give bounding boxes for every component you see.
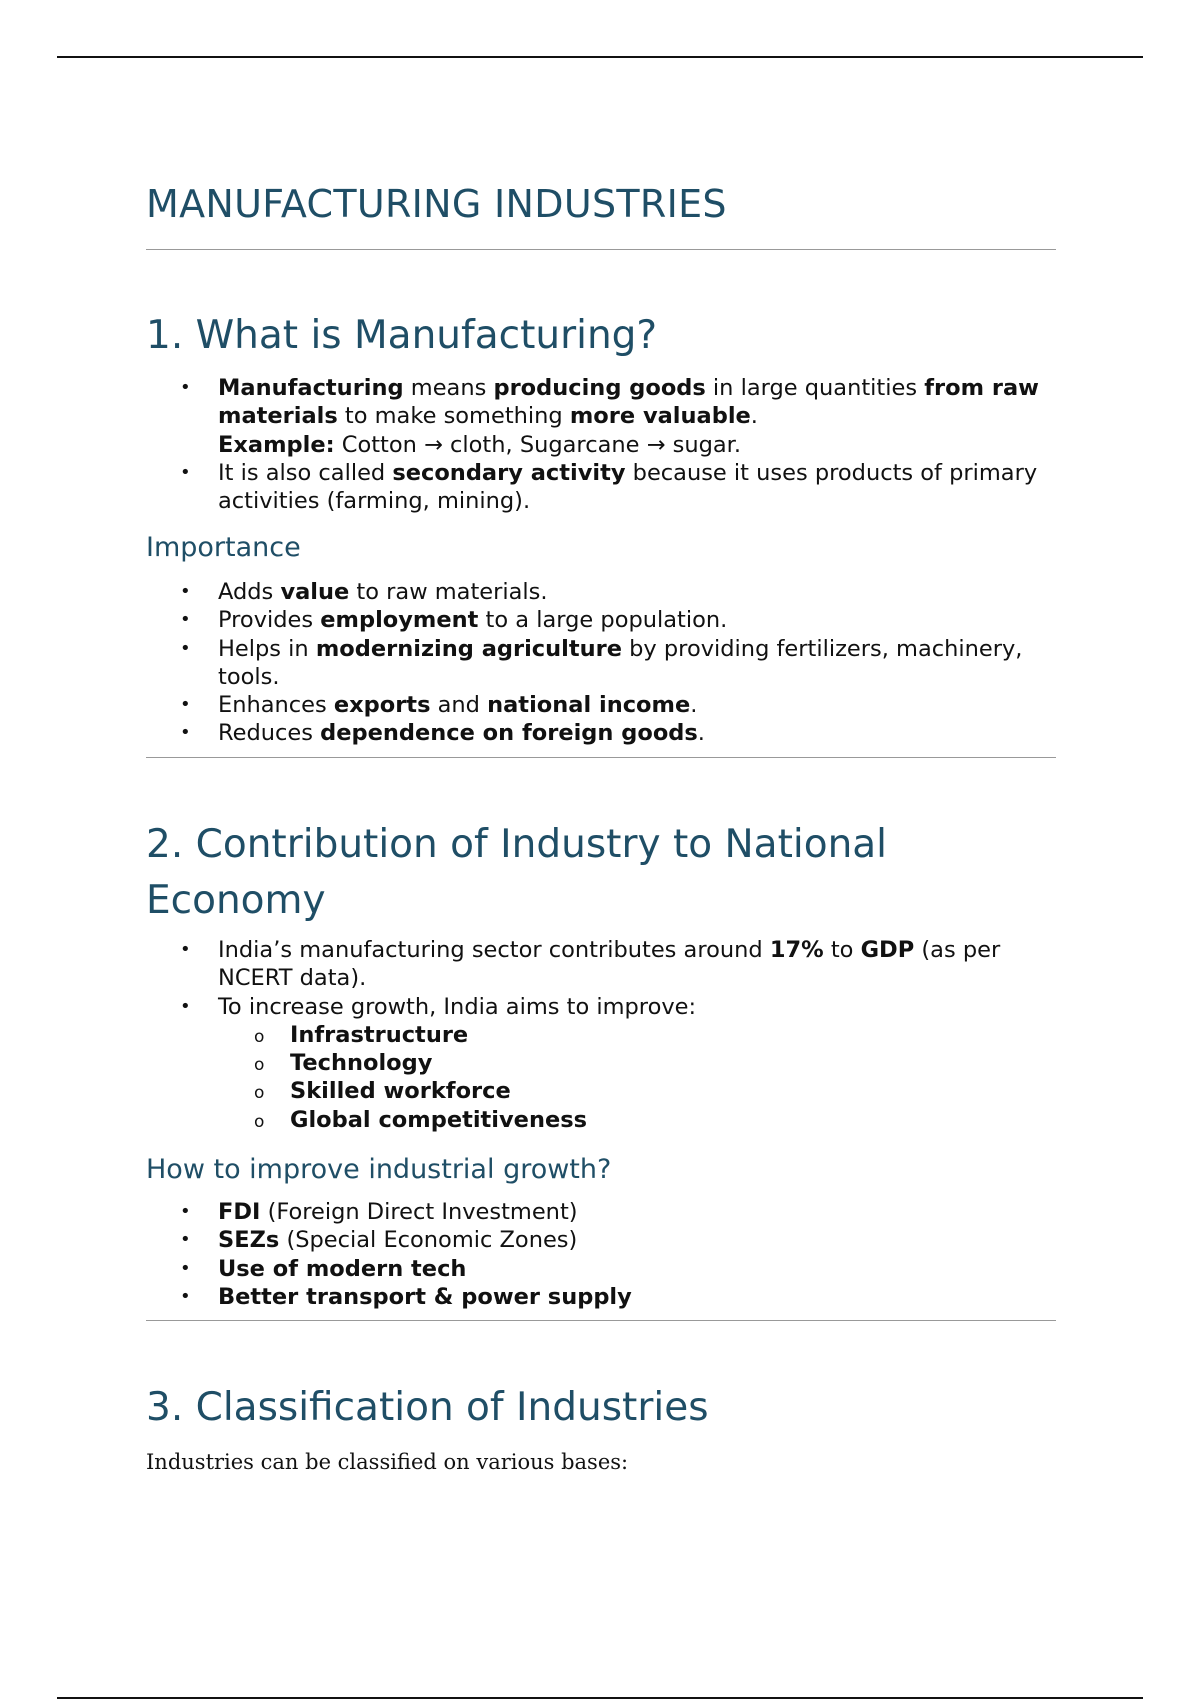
sub-list-item: [146, 1021, 1056, 1049]
term: producing goods: [493, 375, 706, 401]
list-item: [146, 1198, 1056, 1226]
term: Global competitiveness: [290, 1106, 588, 1133]
example-label: Example:: [218, 431, 335, 458]
text: It is also called: [218, 459, 393, 486]
text: means: [403, 375, 494, 401]
improve-heading: How to improve industrial growth?: [146, 1154, 612, 1185]
list-item: [146, 1255, 1056, 1283]
term: Better transport & power supply: [218, 1283, 632, 1310]
text: (Foreign Direct Investment): [260, 1199, 578, 1225]
importance-heading: Importance: [146, 532, 301, 563]
section-1-heading: 1. What is Manufacturing?: [146, 313, 658, 358]
term: national income: [487, 692, 691, 719]
document-title: MANUFACTURING INDUSTRIES: [146, 182, 727, 226]
text: and: [430, 692, 488, 719]
list-item: [146, 606, 1056, 634]
term: Manufacturing: [218, 375, 404, 401]
text: Helps in: [218, 635, 316, 662]
term: Technology: [290, 1050, 433, 1077]
text: to a large population.: [478, 607, 728, 634]
text: (Special Economic Zones): [279, 1227, 578, 1254]
text: to raw materials.: [349, 579, 548, 605]
text: Enhances: [218, 692, 334, 719]
text: to make something: [337, 403, 570, 430]
term: value: [280, 579, 350, 605]
text: by providing fertilizers, machinery, tools.: [218, 635, 1023, 690]
page-top-rule: [57, 56, 1143, 58]
list-item: [146, 459, 1056, 516]
term: modernizing agriculture: [315, 635, 622, 662]
importance-list: [146, 578, 1056, 748]
term: SEZs: [218, 1227, 280, 1254]
section-divider: [146, 1320, 1056, 1321]
list-item: [146, 578, 1056, 606]
term: from raw materials: [218, 375, 1039, 430]
term: employment: [320, 607, 479, 634]
text: to: [823, 937, 861, 963]
text: Provides: [218, 607, 321, 634]
text: .: [690, 692, 698, 719]
text: Reduces: [218, 720, 321, 747]
sub-list-item: [146, 1106, 1056, 1134]
term: 17%: [769, 937, 824, 963]
text: Adds: [218, 579, 281, 605]
example-text: Cotton → cloth, Sugarcane → sugar.: [334, 431, 741, 458]
list-item: [146, 1283, 1056, 1311]
section-divider: [146, 757, 1056, 758]
improve-list: [146, 1198, 1056, 1311]
sub-list-item: [146, 1049, 1056, 1077]
list-item: • To increase growth, India aims to improve:: [146, 993, 1056, 1021]
term: Skilled workforce: [290, 1078, 511, 1105]
section-2-heading: 2. Contribution of Industry to National Economy: [146, 822, 888, 923]
text: .: [697, 720, 705, 747]
list-item: [146, 1226, 1056, 1254]
page-bottom-rule: [57, 1697, 1143, 1699]
title-divider: [146, 249, 1056, 250]
sub-list-item: [146, 1077, 1056, 1105]
term: more valuable: [569, 403, 751, 430]
term: GDP: [860, 937, 915, 963]
text: .: [750, 403, 758, 430]
list-item: [146, 719, 1056, 747]
section-1-list: [146, 374, 1056, 515]
section-3-heading: 3. Classification of Industries: [146, 1385, 709, 1430]
term: exports: [333, 692, 431, 719]
term: Use of modern tech: [218, 1255, 467, 1282]
list-item: [146, 936, 1056, 993]
text: (as per NCERT data).: [218, 937, 1001, 992]
section-2-list: [146, 936, 1056, 1134]
text: because it uses products of primary activities (farming, mining).: [218, 459, 1038, 515]
section-3-intro: Industries can be classified on various bases:: [146, 1450, 629, 1474]
term: secondary activity: [392, 459, 626, 486]
term: dependence on foreign goods: [320, 720, 698, 747]
list-item: [146, 374, 1056, 459]
list-item: [146, 635, 1056, 692]
term: FDI: [218, 1199, 261, 1225]
text: in large quantities: [705, 375, 925, 401]
text: India’s manufacturing sector contributes around: [218, 937, 770, 963]
list-item: [146, 691, 1056, 719]
term: Infrastructure: [290, 1021, 469, 1048]
